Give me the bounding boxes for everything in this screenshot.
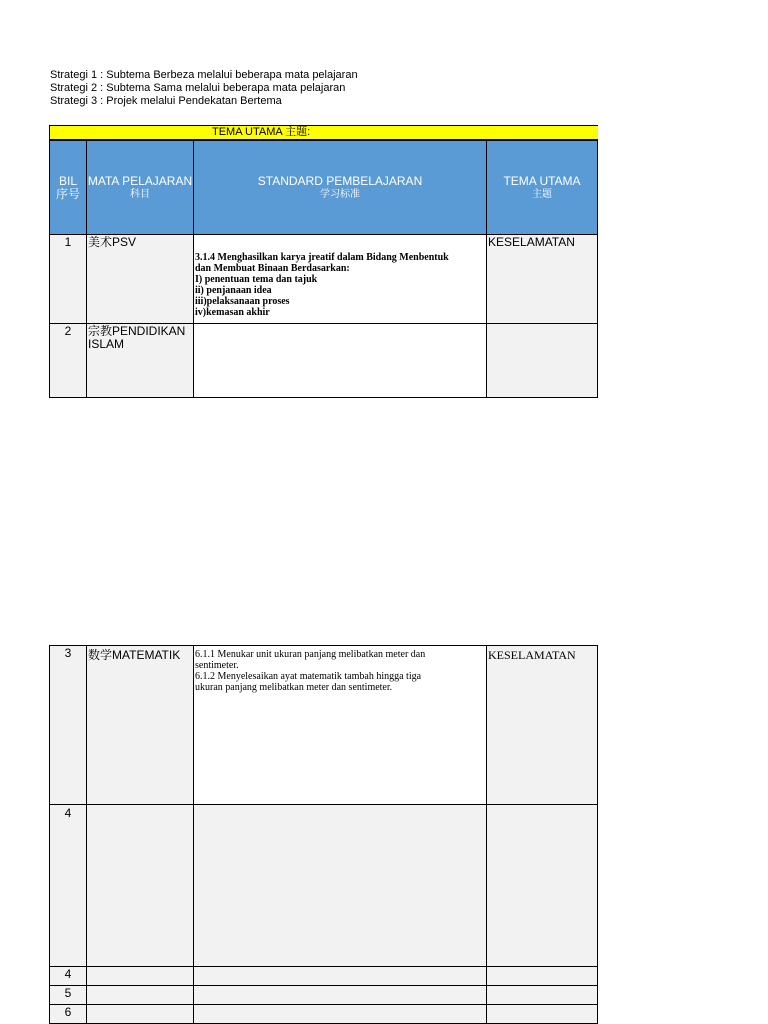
header-standard-zh: 学习标准 [320, 188, 360, 200]
header-tema-label: TEMA UTAMA [503, 173, 581, 188]
row4-subject [86, 804, 194, 967]
row7-bil: 6 [49, 1004, 87, 1024]
row3-subject: 数学MATEMATIK [86, 645, 194, 805]
row7-tema [486, 1004, 598, 1024]
tema-utama-bar-label: TEMA UTAMA 主题: [212, 126, 311, 138]
row3-tema: KESELAMATAN [486, 645, 598, 805]
row1-standard-line: ii) penjanaan idea [195, 285, 272, 296]
header-standard [193, 140, 487, 235]
tema-utama-bar [49, 125, 598, 140]
row3-standard [193, 645, 487, 805]
row1-subject: 美术PSV [86, 234, 194, 324]
header-tema-zh: 主题 [532, 188, 552, 200]
header-bil [49, 140, 87, 235]
header-tema [486, 140, 598, 235]
row3-standard-line: sentimeter. [195, 660, 239, 671]
row6-subject [86, 985, 194, 1005]
row6-bil: 5 [49, 985, 87, 1005]
row1-standard-line: I) penentuan tema dan tajuk [195, 274, 318, 285]
strategy-list [50, 69, 358, 108]
header-mata-label: MATA PELAJARAN [87, 173, 193, 188]
row3-standard-line: ukuran panjang melibatkan meter dan sentimeter. [195, 682, 393, 693]
row1-tema: KESELAMATAN [486, 234, 598, 324]
row2-subject-line2: ISLAM [88, 337, 125, 351]
row4-standard [193, 804, 487, 967]
row1-standard [193, 234, 487, 324]
strategy-1: Strategi 1 : Subtema Berbeza melalui beberapa mata pelajaran [50, 69, 358, 81]
row1-standard-line: iii)pelaksanaan proses [195, 296, 290, 307]
row7-standard [193, 1004, 487, 1024]
strategy-3: Strategi 3 : Projek melalui Pendekatan Bertema [50, 95, 282, 107]
row4-tema [486, 804, 598, 967]
row5-tema [486, 966, 598, 986]
row3-standard-line: 6.1.2 Menyelesaikan ayat matematik tambah hingga tiga [195, 671, 422, 682]
row4-bil: 4 [49, 804, 87, 967]
row1-standard-line: 3.1.4 Menghasilkan karya jreatif dalam Bidang Menbentuk [195, 252, 449, 263]
row6-standard [193, 985, 487, 1005]
header-bil-zh: 序号 [55, 186, 80, 201]
row3-bil: 3 [49, 645, 87, 805]
header-mata-pelajaran [86, 140, 194, 235]
row2-subject [86, 323, 194, 398]
row1-bil: 1 [49, 234, 87, 324]
row7-subject [86, 1004, 194, 1024]
row2-tema [486, 323, 598, 398]
strategy-2: Strategi 2 : Subtema Sama melalui beberapa mata pelajaran [50, 82, 346, 94]
row3-standard-line: 6.1.1 Menukar unit ukuran panjang melibatkan meter dan [195, 649, 426, 660]
row1-standard-line: iv)kemasan akhir [195, 307, 270, 318]
header-standard-label: STANDARD PEMBELAJARAN [257, 173, 423, 188]
row5-standard [193, 966, 487, 986]
row2-bil: 2 [49, 323, 87, 398]
row2-subject-line1: 宗教PENDIDIKAN [88, 324, 186, 338]
row1-standard-line: dan Membuat Binaan Berdasarkan: [195, 263, 350, 274]
row6-tema [486, 985, 598, 1005]
header-mata-zh: 科目 [130, 188, 150, 200]
row5-subject [86, 966, 194, 986]
header-bil-label: BIL [58, 173, 77, 188]
row2-standard [193, 323, 487, 398]
row5-bil: 4 [49, 966, 87, 986]
